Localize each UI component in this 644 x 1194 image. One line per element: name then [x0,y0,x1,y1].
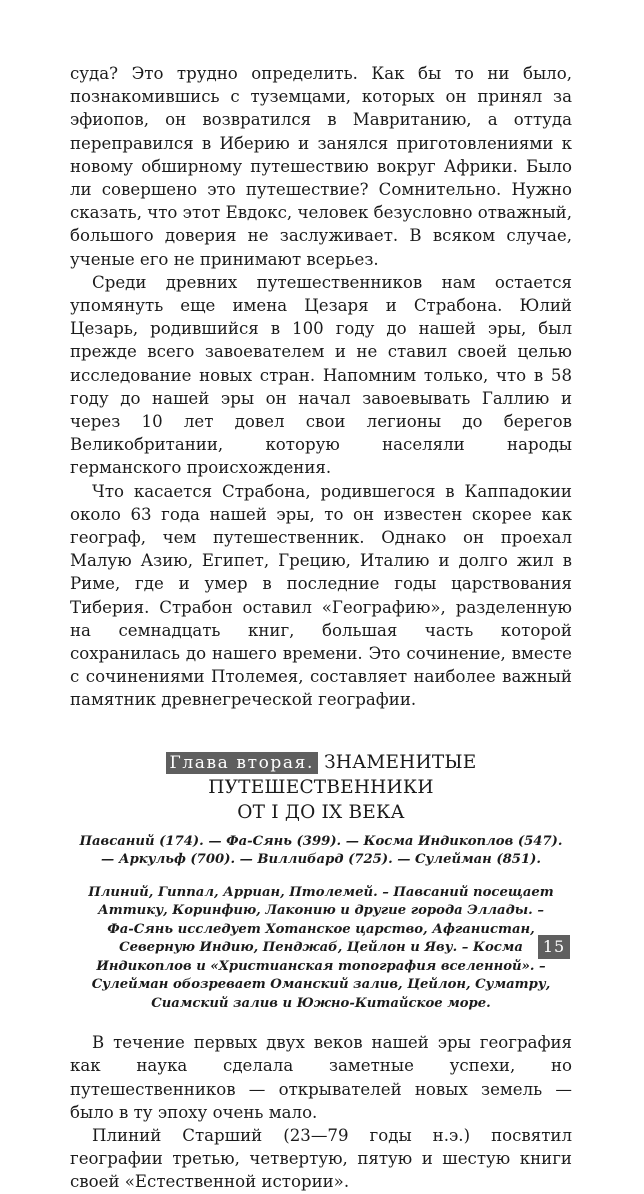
paragraph: Плиний Старший (23—79 годы н.э.) посвятил географии третью, четвертую, пятую и шестую книги своей «Естественной истории». [70,1126,572,1192]
paragraph: Что касается Страбона, родившегося в Каппадокии около 63 года нашей эры, то он известен скорее как географ, чем путешественник. Однако он проехал Малую Азию, Египет, Грецию, Италию и долго жил в Риме, где и умер в последние годы царствования Тиберия. Страбон оставил «Географию», разделенную на семнадцать книг, большая часть которой сохранилась до нашего времени. Это сочинение, вместе с сочинениями Птолемея, составляет наиболее важный памятник древнегреческой географии. [70,481,572,710]
paragraph: Среди древних путешественников нам остается упомянуть еще имена Цезаря и Страбона. Юлий Цезарь, родившийся в 100 году до нашей эры, был прежде всего завоевателем и не ставил своей целью исследование новых стран. Напомним только, что в 58 году до нашей эры он начал завоевывать Галлию и через 10 лет довел свои легионы до берегов Великобритании, которую населяли народы германского происхождения. [70,272,572,478]
chapter-title-line-1: ЗНАМЕНИТЫЕ ПУТЕШЕСТВЕННИКИ [208,751,477,798]
page-number: 15 [538,935,570,959]
paragraph: В течение первых двух веков нашей эры география как наука сделала заметные успехи, но путешественников — открывателей новых земель — было в ту эпоху очень мало. [70,1033,572,1122]
travelers-line: Павсаний (174). — Фа-Сянь (399). — Косма Индикоплов (547). — Аркульф (700). — Виллибард (725). — Сулейман (851). [79,833,563,868]
chapter-summary: Плиний, Гиппал, Арриан, Птолемей. – Павсаний посещает Аттику, Коринфию, Лаконию и другие города Эллады. – Фа-Сянь исследует Хотанское царство, Афганистан, Северную Индию, Пенджаб, Цейлон и Яву. – Косма Индикоплов и «Христианская топография вселенной». – Сулейман обозревает Оманский залив, Цейлон, Суматру, Сиамский залив и Южно-Китайское море. [88,884,554,1011]
page-content [70,62,572,1194]
chapter-heading [70,750,572,825]
chapter-text [70,1031,572,1193]
chapter-label: Глава вторая. [166,752,318,774]
intro-text [70,62,572,712]
paragraph: суда? Это трудно определить. Как бы то ни было, познакомившись с туземцами, которых он принял за эфиопов, он возвратился в Мавританию, а оттуда переправился в Иберию и занялся приготовлениями к новому обширному путешествию вокруг Африки. Было ли совершено это путешествие? Сомнительно. Нужно сказать, что этот Евдокс, человек безусловно отважный, большого доверия не заслуживает. В всяком случае, ученые его не принимают всерьез. [70,64,572,269]
chapter-title-line-2: ОТ I ДО IX ВЕКА [237,801,405,823]
